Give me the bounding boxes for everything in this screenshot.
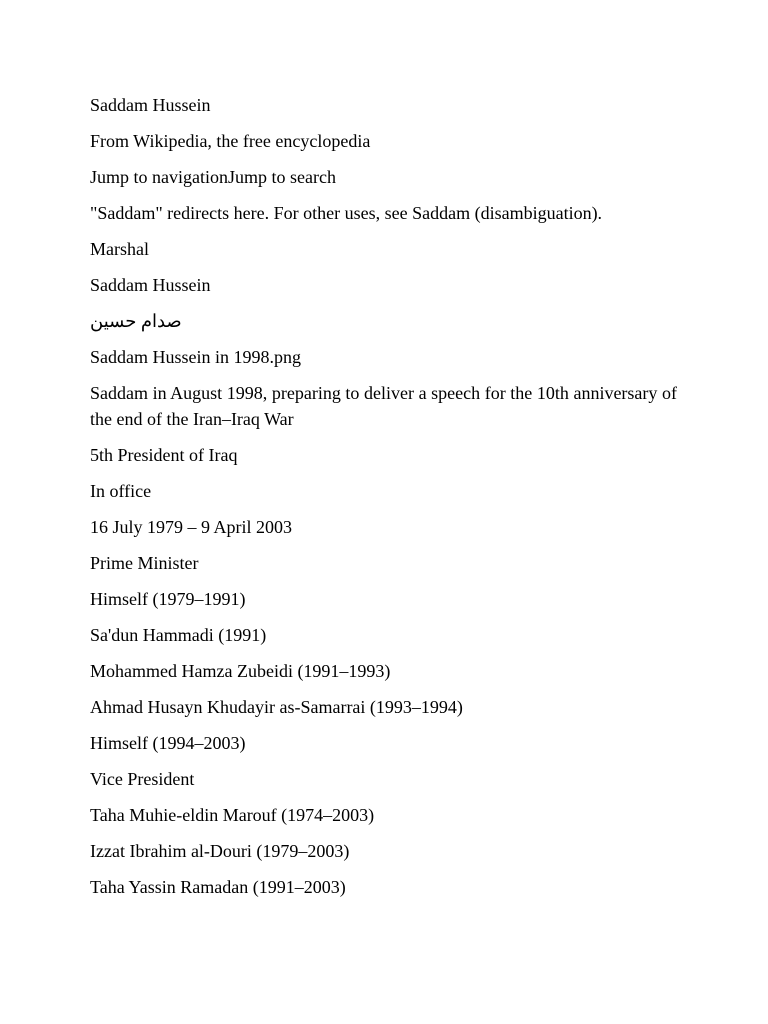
in-office-label: In office bbox=[90, 481, 152, 501]
arabic-name: صدام حسين bbox=[90, 311, 182, 331]
image-filename: Saddam Hussein in 1998.png bbox=[90, 347, 301, 367]
rank-label: Marshal bbox=[90, 239, 149, 259]
prime-minister-item: Ahmad Husayn Khudayir as-Samarrai (1993–1994) bbox=[90, 697, 463, 717]
vice-president-item: Taha Muhie-eldin Marouf (1974–2003) bbox=[90, 805, 375, 825]
prime-minister-item: Mohammed Hamza Zubeidi (1991–1993) bbox=[90, 661, 391, 681]
prime-minister-label: Prime Minister bbox=[90, 553, 199, 573]
prime-minister-item: Sa'dun Hammadi (1991) bbox=[90, 625, 267, 645]
term-dates: 16 July 1979 – 9 April 2003 bbox=[90, 517, 293, 537]
image-caption: Saddam in August 1998, preparing to deliver a speech for the 10th anniversary of the end of the Iran–Iraq War bbox=[90, 383, 677, 429]
doc-subtitle: From Wikipedia, the free encyclopedia bbox=[90, 131, 371, 151]
name-label: Saddam Hussein bbox=[90, 275, 211, 295]
doc-title: Saddam Hussein bbox=[90, 95, 211, 115]
jump-links-text: Jump to navigationJump to search bbox=[90, 167, 336, 187]
vice-president-item: Taha Yassin Ramadan (1991–2003) bbox=[90, 877, 346, 897]
hatnote: "Saddam" redirects here. For other uses, see Saddam (disambiguation). bbox=[90, 203, 603, 223]
document-body bbox=[90, 92, 677, 910]
vice-president-item: Izzat Ibrahim al-Douri (1979–2003) bbox=[90, 841, 350, 861]
prime-minister-item: Himself (1994–2003) bbox=[90, 733, 246, 753]
prime-minister-item: Himself (1979–1991) bbox=[90, 589, 246, 609]
vice-president-label: Vice President bbox=[90, 769, 195, 789]
office-title: 5th President of Iraq bbox=[90, 445, 238, 465]
